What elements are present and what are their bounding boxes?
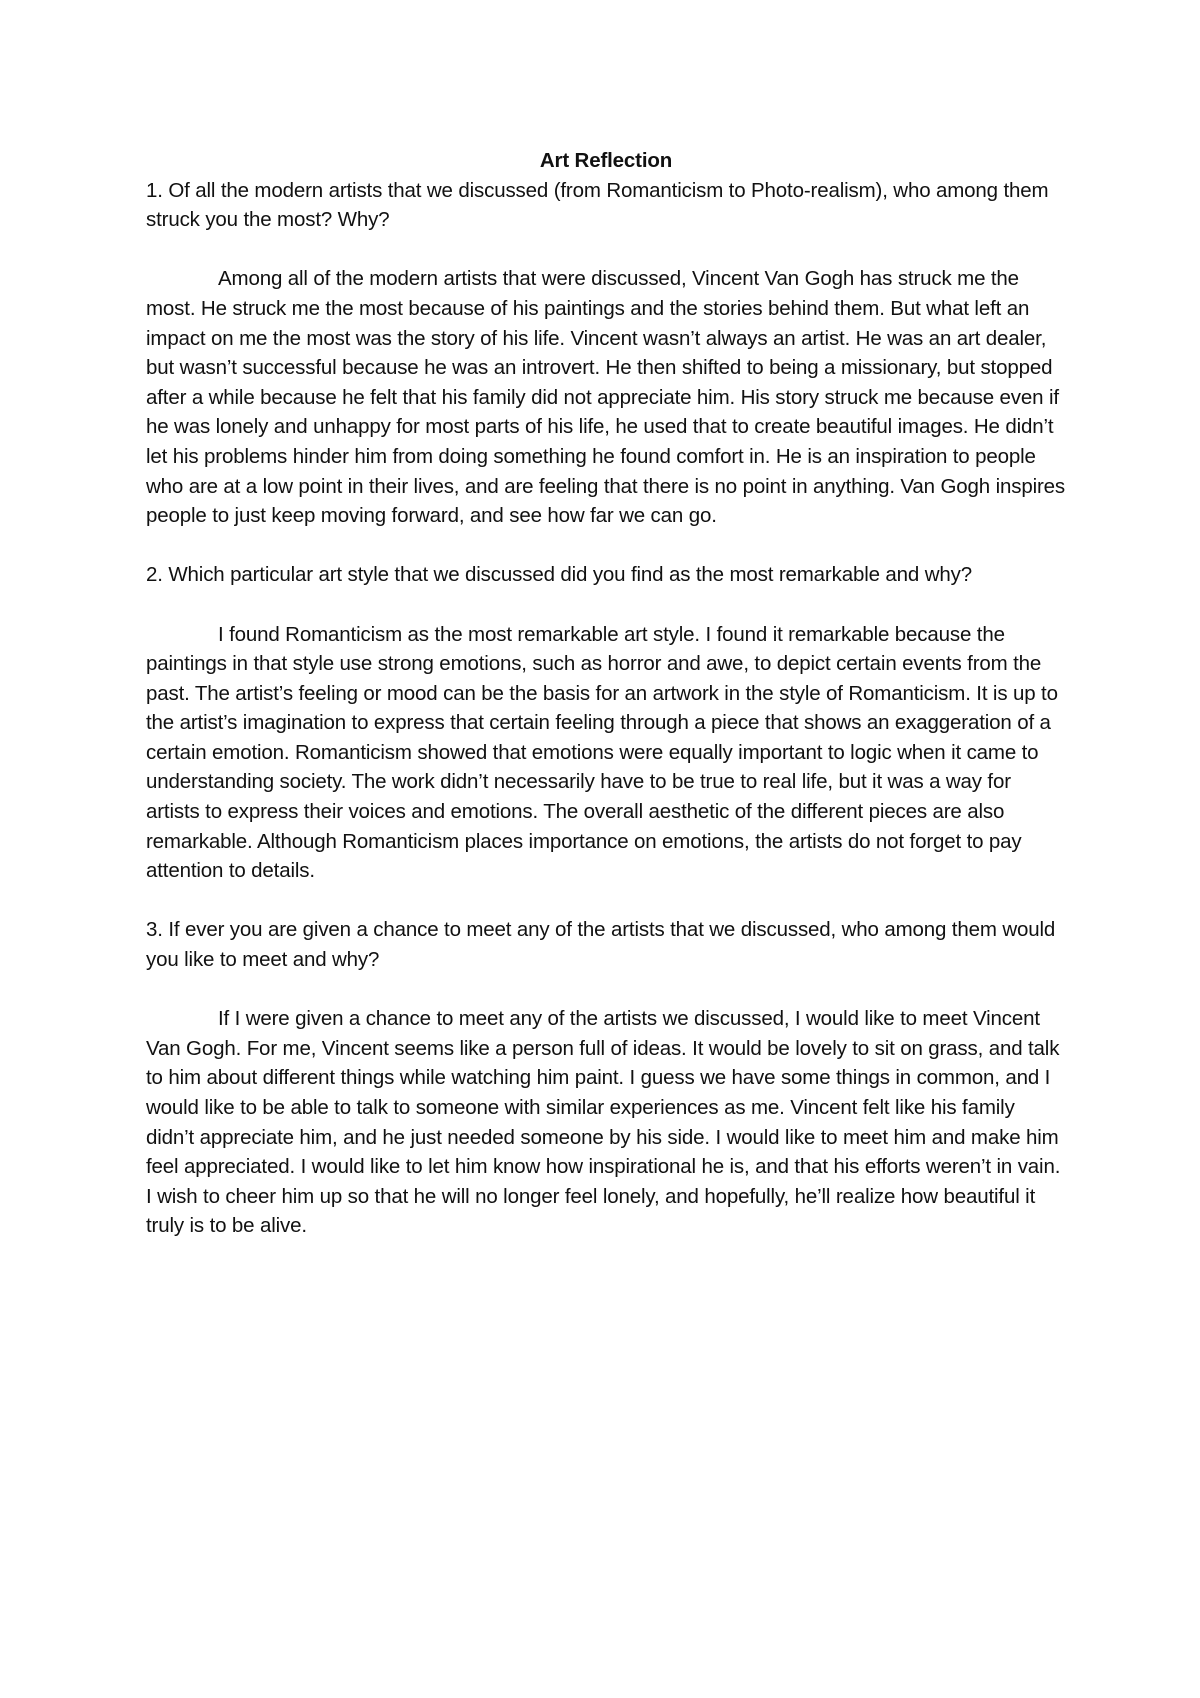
answer-2: I found Romanticism as the most remarkable art style. I found it remarkable because the paintings in that style use strong emotions, such as horror and awe, to depict certain events from the past. The artist’s feeling or mood can be the basis for an artwork in the style of Romanticism. It is up to the artist’s imagination to express that certain feeling through a piece that shows an exaggeration of a certain emotion. Romanticism showed that emotions were equally important to logic when it came to understanding society. The work didn’t necessarily have to be true to real life, but it was a way for artists to express their voices and emotions. The overall aesthetic of the different pieces are also remarkable. Although Romanticism places importance on emotions, the artists do not forget to pay attention to details. [146,622,1058,883]
question-1: 1. Of all the modern artists that we discussed (from Romanticism to Photo-realism), who among them struck you the most? Why? [146,178,1049,232]
answer-3: If I were given a chance to meet any of the artists we discussed, I would like to meet Vincent Van Gogh. For me, Vincent seems like a person full of ideas. It would be lovely to sit on grass, and talk to him about different things while watching him paint. I guess we have some things in common, and I would like to be able to talk to someone with similar experiences as me. Vincent felt like his family didn’t appreciate him, and he just needed someone by his side. I would like to meet him and make him feel appreciated. I would like to let him know how inspirational he is, and that his efforts weren’t in vain. I wish to cheer him up so that he will no longer feel lonely, and hopefully, he’ll realize how beautiful it truly is to be alive. [146,1007,1061,1238]
question-2: 2. Which particular art style that we discussed did you find as the most remarkable and why? [146,563,972,587]
question-3: 3. If ever you are given a chance to meet any of the artists that we discussed, who among them would you like to meet and why? [146,918,1056,972]
answer-1: Among all of the modern artists that were discussed, Vincent Van Gogh has struck me the most. He struck me the most because of his paintings and the stories behind them. But what left an impact on me the most was the story of his life. Vincent wasn’t always an artist. He was an art dealer, but wasn’t successful because he was an introvert. He then shifted to being a missionary, but stopped after a while because he felt that his family did not appreciate him. His story struck me because even if he was lonely and unhappy for most parts of his life, he used that to create beautiful images. He didn’t let his problems hinder him from doing something he found comfort in. He is an inspiration to people who are at a low point in their lives, and are feeling that there is no point in anything. Van Gogh inspires people to just keep moving forward, and see how far we can go. [146,267,1066,528]
document-title: Art Reflection [539,149,673,172]
document-page [146,146,1066,1271]
